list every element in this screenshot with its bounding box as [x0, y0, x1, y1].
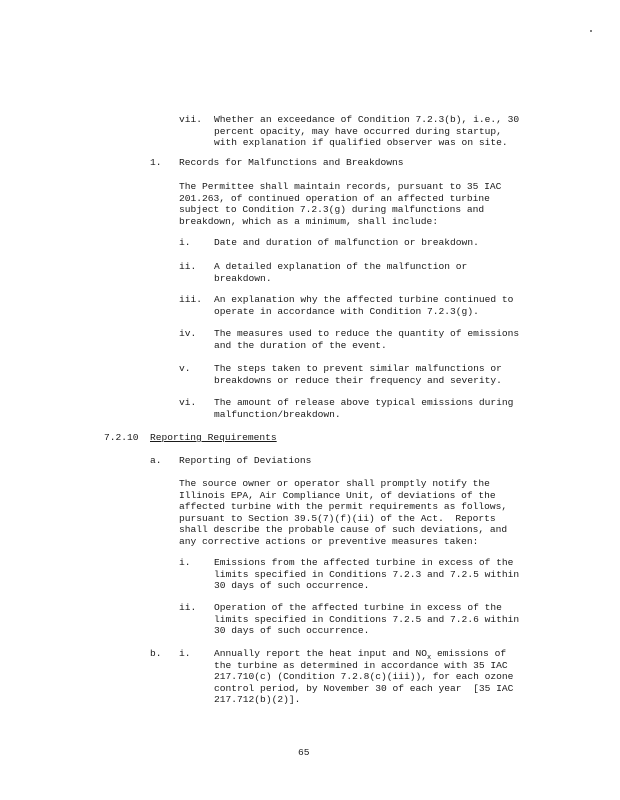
item-vii-number: vii. — [179, 114, 203, 125]
list-item-text: The amount of release above typical emissions during malfunction/breakdown. — [214, 397, 514, 420]
list-item-text: Operation of the affected turbine in excess of the limits specified in Conditions 7.2.5 and 7.2.6 within 30 days of such occurrence. — [214, 602, 520, 637]
subsection-b-item-number: i. — [179, 648, 191, 659]
item-vii-text: Whether an exceedance of Condition 7.2.3(b), i.e., 30 percent opacity, may have occurred during startup, with explanation if qualified observer was on site. — [214, 114, 520, 149]
section-1-paragraph: The Permittee shall maintain records, pursuant to 35 IAC 201.263, of continued operation of an affected turbine subject to Condition 7.2.3(g) during malfunctions and breakdown, which as a minimum, shall include: — [179, 181, 502, 227]
list-item-text: The measures used to reduce the quantity of emissions and the duration of the event. — [214, 328, 520, 351]
list-item-number: ii. — [179, 261, 197, 272]
list-item-text: Emissions from the affected turbine in excess of the limits specified in Conditions 7.2.3 and 7.2.5 within 30 days of such occurrence. — [214, 557, 520, 592]
list-item-number: i. — [179, 557, 191, 568]
section-1-number: 1. — [150, 157, 162, 168]
scan-speck — [590, 30, 592, 32]
list-item-text: The steps taken to prevent similar malfunctions or breakdowns or reduce their frequency and severity. — [214, 363, 502, 386]
list-item-number: i. — [179, 237, 191, 248]
list-item-number: ii. — [179, 602, 197, 613]
section-1-heading: Records for Malfunctions and Breakdowns — [179, 157, 404, 168]
subsection-a-number: a. — [150, 455, 162, 466]
list-item-text: An explanation why the affected turbine continued to operate in accordance with Condition 7.2.3(g). — [214, 294, 514, 317]
section-7-2-10-number: 7.2.10 — [104, 432, 139, 443]
list-item-number: v. — [179, 363, 191, 374]
subsection-a-paragraph: The source owner or operator shall promptly notify the Illinois EPA, Air Compliance Unit, of deviations of the affected turbine with the permit requirements as follows, pursuant to Section 39.5(7)(f)(ii) of the Act. Reports shall describe the probable cause of such deviations, and any corrective actions or preventive measures taken: — [179, 478, 508, 547]
list-item-number: vi. — [179, 397, 197, 408]
list-item-text: A detailed explanation of the malfunction or breakdown. — [214, 261, 468, 284]
list-item-number: iii. — [179, 294, 203, 305]
subsection-b-number: b. — [150, 648, 162, 659]
list-item-text: Date and duration of malfunction or breakdown. — [214, 237, 479, 248]
list-item-number: iv. — [179, 328, 197, 339]
section-7-2-10-heading: Reporting Requirements — [150, 432, 277, 443]
subsection-a-heading: Reporting of Deviations — [179, 455, 312, 466]
subsection-b-text: Annually report the heat input and $NO_x$ emissions of the turbine as determined in accordance with 35 IAC 217.710(c) (Condition 7.2.8(c)(iii)), for each ozone control period, by November 30 of each year [35 IAC 217.712(b)(2)]. — [214, 648, 514, 706]
page-number: 65 — [298, 747, 310, 758]
